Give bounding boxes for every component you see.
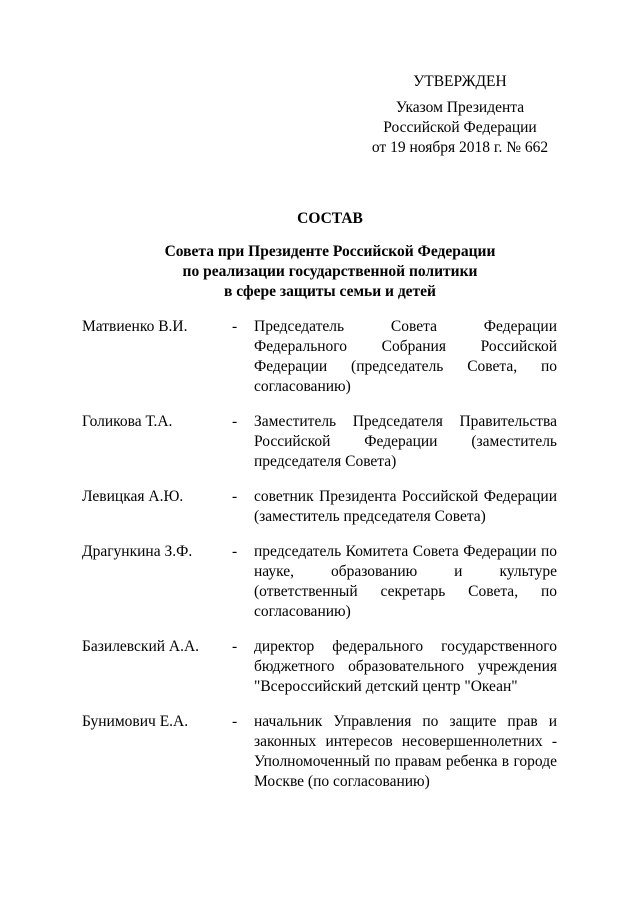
member-dash: - xyxy=(232,488,238,505)
subtitle-line: в сфере защиты семьи и детей xyxy=(224,283,436,300)
member-row xyxy=(82,412,562,472)
member-name: Матвиенко В.И. xyxy=(82,318,188,335)
document-subtitle xyxy=(80,242,580,302)
member-role: Заместитель Председателя Правительства Российской Федерации (заместитель председателя Совета) xyxy=(254,413,557,470)
member-row xyxy=(82,712,562,792)
member-name: Голикова Т.А. xyxy=(82,413,173,430)
member-role: Председатель Совета Федерации Федерального Собрания Российской Федерации (председатель Совета, по согласованию) xyxy=(254,318,557,395)
approval-block xyxy=(360,72,560,158)
member-name: Драгункина З.Ф. xyxy=(82,543,193,560)
document-heading: СОСТАВ xyxy=(297,210,363,227)
document-title-block xyxy=(80,210,580,302)
member-row xyxy=(82,637,562,697)
member-row xyxy=(82,542,562,622)
subtitle-line: по реализации государственной политики xyxy=(182,263,478,280)
member-dash: - xyxy=(232,713,238,730)
member-dash: - xyxy=(232,638,238,655)
members-list xyxy=(82,317,562,807)
member-row xyxy=(82,317,562,397)
approval-line: Российской Федерации xyxy=(383,119,537,136)
member-dash: - xyxy=(232,413,238,430)
member-role: председатель Комитета Совета Федерации по науке, образованию и культуре (ответственный секретарь Совета, по согласованию) xyxy=(254,543,557,620)
member-name: Бунимович Е.А. xyxy=(82,713,189,730)
member-dash: - xyxy=(232,318,238,335)
approval-line: Указом Президента xyxy=(395,99,525,116)
member-dash: - xyxy=(232,543,238,560)
member-role: директор федерального государственного бюджетного образовательного учреждения "Всероссийский детский центр "Океан" xyxy=(254,638,557,695)
approval-date: от 19 ноября 2018 г. № 662 xyxy=(371,139,549,156)
member-role: советник Президента Российской Федерации (заместитель председателя Совета) xyxy=(254,488,557,525)
approval-stamp: УТВЕРЖДЕН xyxy=(413,73,507,90)
member-name: Левицкая А.Ю. xyxy=(82,488,184,505)
member-row xyxy=(82,487,562,527)
member-name: Базилевский А.А. xyxy=(82,638,200,655)
subtitle-line: Совета при Президенте Российской Федерации xyxy=(164,243,496,260)
member-role: начальник Управления по защите прав и законных интересов несовершеннолетних - Уполномоченный по правам ребенка в городе Москве (по согласованию) xyxy=(254,713,557,790)
